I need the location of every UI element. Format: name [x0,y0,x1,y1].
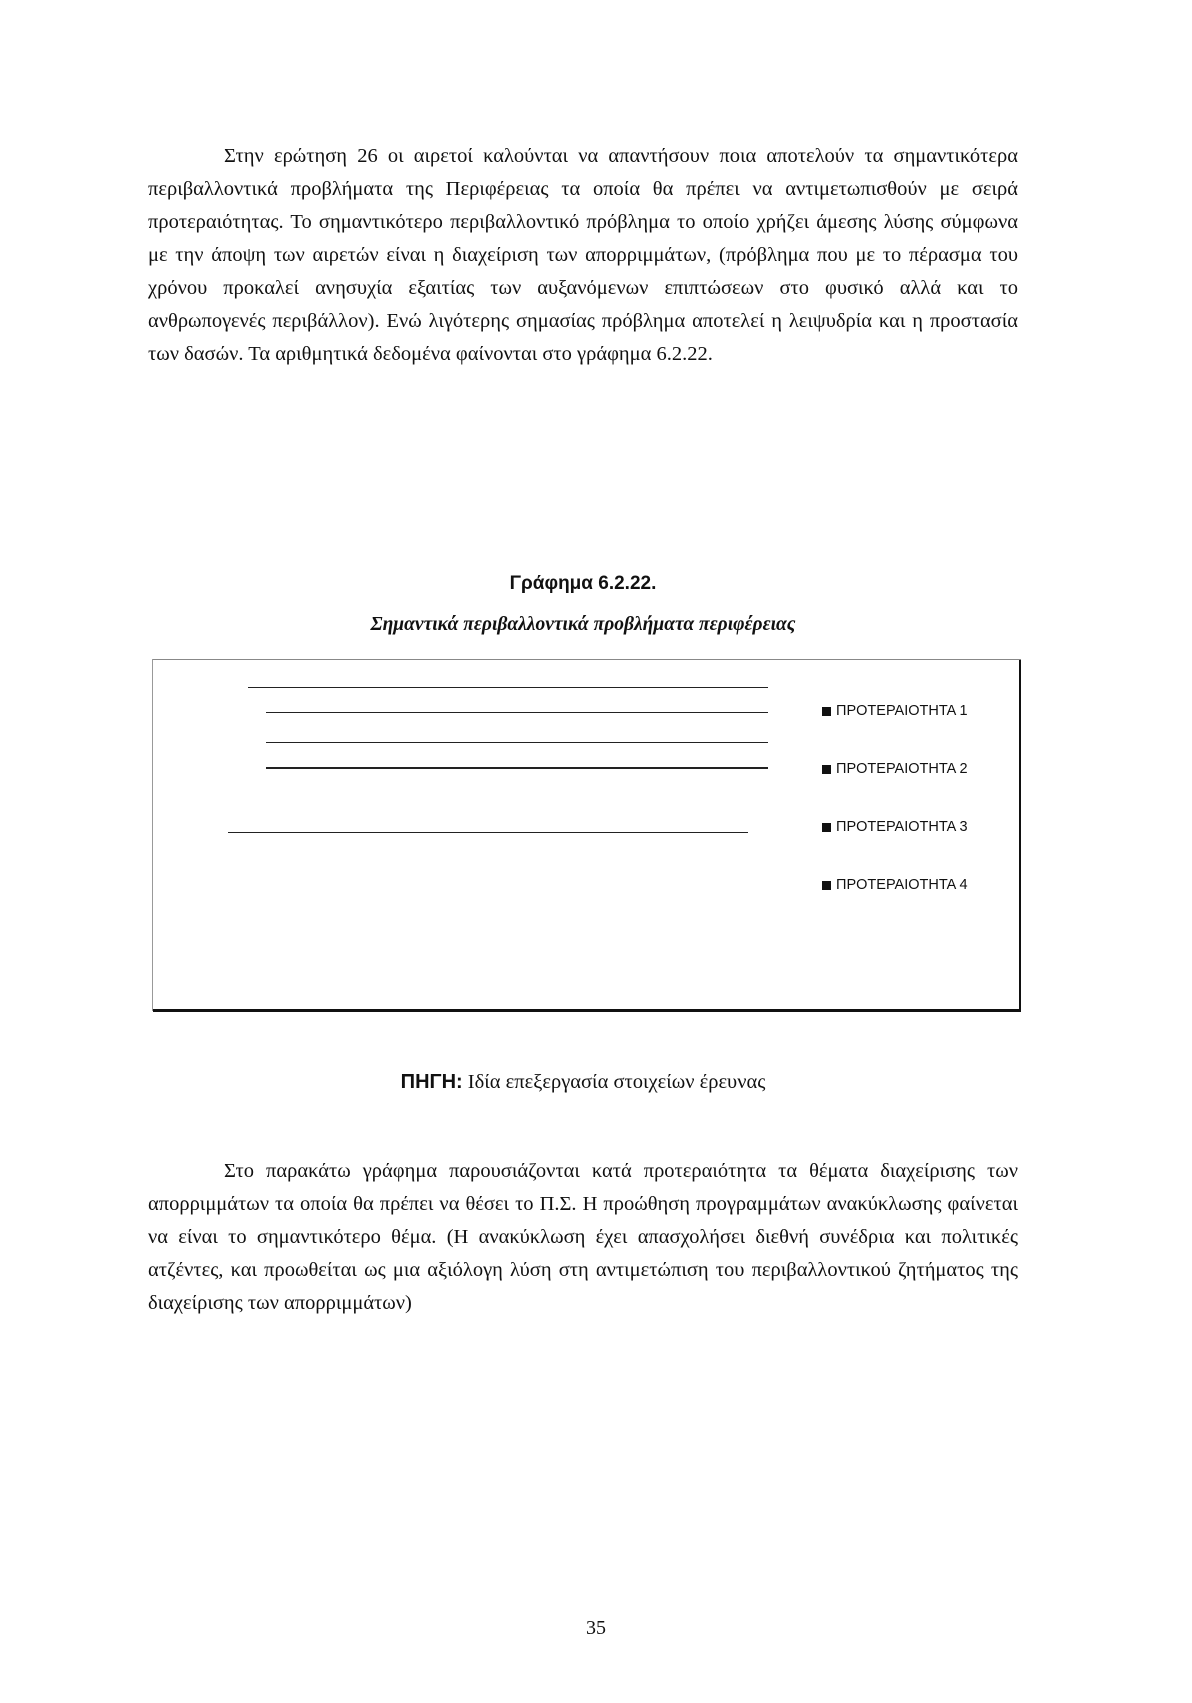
page-number: 35 [586,1617,606,1639]
figure-subtitle: Σημαντικά περιβαλλοντικά προβλήματα περιφέρειας [370,614,796,635]
chart-line [266,767,768,769]
legend-swatch-icon [822,823,831,832]
legend-swatch-icon [822,707,831,716]
legend-label: ΠΡΟΤΕΡΑΙΟΤΗΤΑ 2 [836,761,968,777]
legend-item [822,817,968,837]
source-text: Ιδία επεξεργασία στοιχείων έρευνας [462,1071,766,1093]
chart-line [248,687,768,688]
legend-swatch-icon [822,881,831,890]
chart-line [228,832,748,833]
legend-swatch-icon [822,765,831,774]
source-note [148,1071,1018,1094]
source-label: ΠΗΓΗ: [400,1071,463,1093]
legend-item [822,759,968,779]
chart-legend [822,701,968,933]
figure-title: Γράφημα 6.2.22. [509,573,657,594]
body-paragraph-2: Στο παρακάτω γράφημα παρουσιάζονται κατά προτεραιότητα τα θέματα διαχείρισης των απορριμμάτων τα οποία θα πρέπει να θέσει το Π.Σ. Η προώθηση προγραμμάτων ανακύκλωσης φαίνεται να είναι το σημαντικότερο θέμα. (Η ανακύκλωση έχει απασχολήσει διεθνή συνέδρια και πολιτικές ατζέντες, και προωθείται ως μια αξιόλογη λύση στη αντιμετώπιση του περιβαλλοντικού ζητήματος της διαχείρισης των απορριμμάτων) [148,1160,1018,1314]
legend-label: ΠΡΟΤΕΡΑΙΟΤΗΤΑ 1 [836,703,968,719]
chart-line [266,712,768,713]
legend-item [822,875,968,895]
legend-label: ΠΡΟΤΕΡΑΙΟΤΗΤΑ 4 [836,877,968,893]
body-paragraph-1: Στην ερώτηση 26 οι αιρετοί καλούνται να απαντήσουν ποια αποτελούν τα σημαντικότερα περιβαλλοντικά προβλήματα της Περιφέρειας τα οποία θα πρέπει να αντιμετωπισθούν με σειρά προτεραιότητας. Το σημαντικότερο περιβαλλοντικό πρόβλημα το οποίο χρήζει άμεσης λύσης σύμφωνα με την άποψη των αιρετών είναι η διαχείριση των απορριμμάτων, (πρόβλημα που με το πέρασμα του χρόνου προκαλεί ανησυχία εξαιτίας των αυξανόμενων επιπτώσεων στο φυσικό αλλά και το ανθρωπογενές περιβάλλον). Ενώ λιγότερης σημασίας πρόβλημα αποτελεί η λειψυδρία και η προστασία των δασών. Τα αριθμητικά δεδομένα φαίνονται στο γράφημα 6.2.22. [148,145,1018,365]
legend-item [822,701,968,721]
chart-line [266,742,768,743]
legend-label: ΠΡΟΤΕΡΑΙΟΤΗΤΑ 3 [836,819,968,835]
